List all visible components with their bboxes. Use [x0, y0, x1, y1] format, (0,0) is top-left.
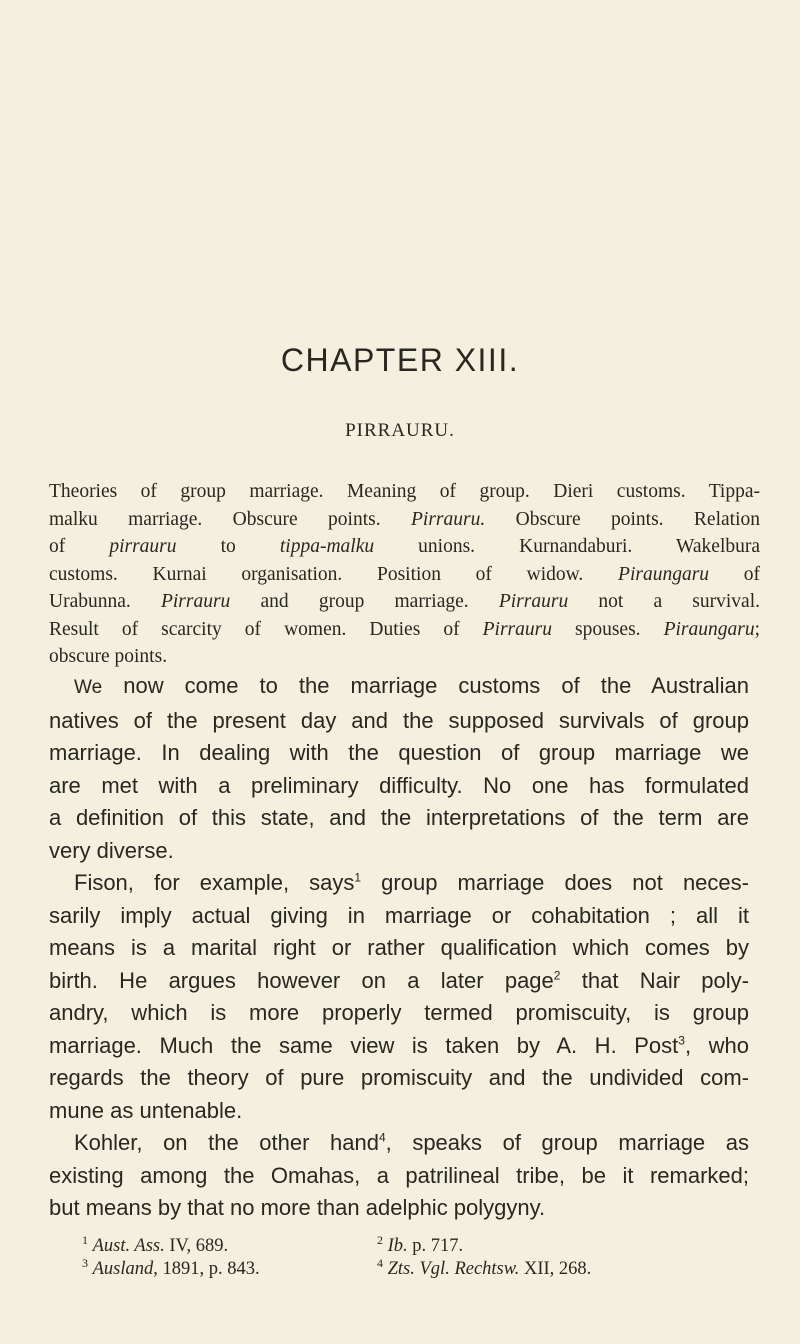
- body-line: andry, which is more properly termed promiscuity, is group: [49, 1000, 749, 1025]
- summary-line: customs. Kurnai organisation. Position of widow. Piraungaru of: [49, 563, 761, 585]
- footnote-ref: 1: [354, 870, 362, 885]
- body-line: are met with a preliminary difficulty. No one has formulated: [49, 772, 749, 798]
- body-line: marriage. Much the same view is taken by A. H. Post$^3$, who: [49, 1032, 750, 1058]
- summary-line: Theories of group marriage. Meaning of group. Dieri customs. Tippa-: [49, 481, 760, 502]
- italic-term: Aust. Ass.: [92, 1236, 165, 1256]
- italic-term: Zts. Vgl. Rechtsw.: [387, 1259, 520, 1279]
- summary-line: obscure points.: [49, 646, 168, 667]
- summary-line: Result of scarcity of women. Duties of Pirrauru spouses. Piraungaru;: [49, 618, 761, 640]
- body-text: [49, 670, 749, 1225]
- footnote-row: [82, 1232, 782, 1258]
- body-line: natives of the present day and the supposed survivals of group: [49, 707, 749, 733]
- italic-term: pirrauru: [109, 536, 177, 557]
- italic-term: Ib.: [387, 1236, 408, 1256]
- italic-term: Piraungaru: [663, 618, 755, 640]
- chapter-summary: [49, 478, 760, 671]
- italic-term: Pirrauru: [498, 591, 569, 612]
- italic-term: Ausland: [92, 1259, 154, 1279]
- body-line: We now come to the marriage customs of the Australian: [74, 673, 749, 698]
- summary-line: malku marriage. Obscure points. Pirrauru. Obscure points. Relation: [49, 508, 760, 530]
- footnotes: [82, 1232, 782, 1281]
- footnote-ref: 2: [553, 968, 561, 983]
- footnote: $^2$ Ib. p. 717.: [377, 1232, 464, 1256]
- footnote-number: 2: [377, 1232, 383, 1247]
- summary-line: Urabunna. Pirrauru and group marriage. Pirrauru not a survival.: [49, 591, 761, 612]
- body-line: existing among the Omahas, a patrilineal tribe, be it remarked;: [49, 1162, 749, 1188]
- body-line: mune as untenable.: [49, 1097, 243, 1123]
- body-line: a definition of this state, and the interpretations of the term are: [49, 805, 749, 830]
- body-line: birth. He argues however on a later page$^2$ that Nair poly-: [49, 967, 749, 993]
- italic-term: Pirrauru: [482, 618, 552, 640]
- footnote-number: 3: [82, 1255, 88, 1270]
- italic-term: tippa-malku: [279, 536, 375, 557]
- summary-line: of pirrauru to tippa-malku unions. Kurnandaburi. Wakelbura: [49, 536, 761, 557]
- italic-term: Piraungaru: [618, 563, 710, 585]
- footnote-row: [82, 1255, 782, 1281]
- body-line: Kohler, on the other hand$^4$, speaks of group marriage as: [74, 1130, 749, 1155]
- body-line: sarily imply actual giving in marriage or cohabitation ; all it: [49, 902, 749, 928]
- body-line: means is a marital right or rather qualification which comes by: [49, 935, 749, 960]
- small-caps-opening: We: [74, 677, 103, 698]
- footnote-number: 4: [377, 1255, 383, 1270]
- body-line: very diverse.: [49, 837, 174, 863]
- italic-term: Pirrauru: [160, 591, 231, 612]
- body-line: Fison, for example, says$^1$ group marriage does not neces-: [74, 870, 749, 895]
- footnote: $^4$ Zts. Vgl. Rechtsw. XII, 268.: [377, 1255, 592, 1279]
- body-line: regards the theory of pure promiscuity and the undivided com-: [49, 1065, 749, 1090]
- chapter-title: PIRRAURU.: [345, 420, 455, 441]
- footnote: $^1$ Aust. Ass. IV, 689.: [82, 1232, 229, 1256]
- chapter-heading: CHAPTER XIII.: [280, 342, 520, 378]
- body-line: but means by that no more than adelphic polygyny.: [49, 1195, 546, 1220]
- footnote-number: 1: [82, 1232, 88, 1247]
- footnote: $^3$ Ausland, 1891, p. 843.: [82, 1255, 260, 1279]
- footnote-ref: 4: [378, 1130, 386, 1145]
- footnote-ref: 3: [678, 1033, 685, 1048]
- body-line: marriage. In dealing with the question of group marriage we: [49, 740, 749, 765]
- italic-term: Pirrauru.: [411, 508, 486, 530]
